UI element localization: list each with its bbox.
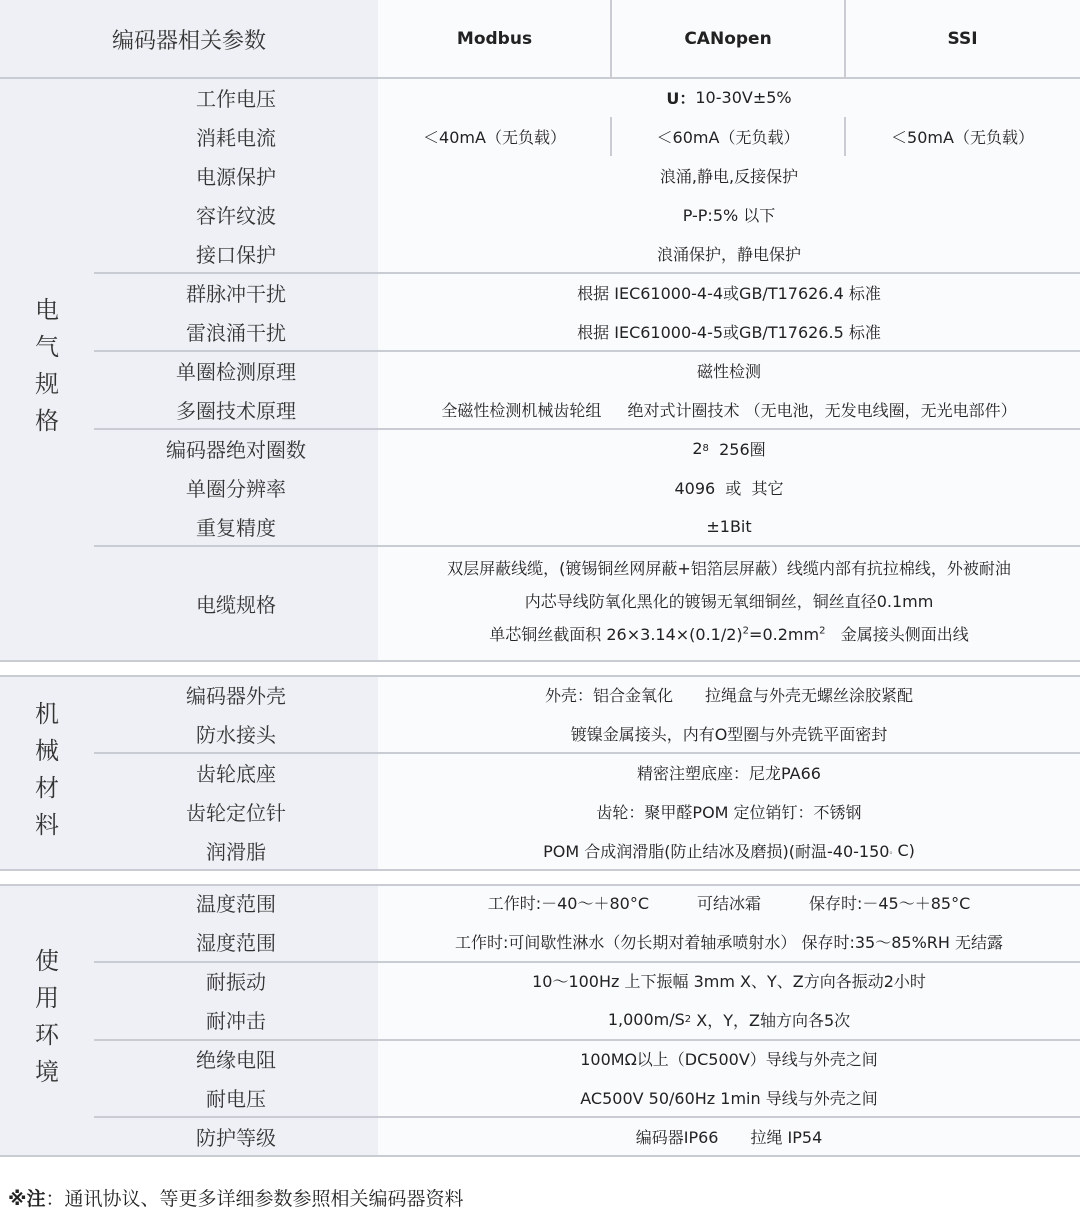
row-label: 防护等级	[196, 1126, 276, 1150]
row-label: 电源保护	[196, 165, 276, 189]
row-value: 根据 IEC61000-4-4或GB/T17626.4 标准	[577, 284, 881, 303]
header-col-canopen: CANopen	[684, 29, 772, 49]
row-label: 齿轮底座	[196, 762, 276, 786]
row-value: 工作时:－40～＋80°C 可结冰霜 保存时:－45～＋85°C	[487, 894, 971, 913]
row-value: 齿轮：聚甲醛POM 定位销钉：不锈钢	[596, 803, 862, 822]
row-value: AC500V 50/60Hz 1min 导线与外壳之间	[580, 1089, 878, 1108]
footnote-mark: ※注	[8, 1188, 46, 1210]
row-value: 外壳：铝合金氧化 拉绳盒与外壳无螺丝涂胶紧配	[544, 686, 913, 705]
row-value-canopen: ＜60mA（无负载）	[656, 128, 800, 147]
row-value-ssi: ＜50mA（无负载）	[891, 128, 1034, 147]
row-label: 耐电压	[206, 1087, 266, 1111]
row-value: 磁性检测	[696, 362, 761, 381]
section-divider	[0, 869, 1080, 871]
header-col-modbus: Modbus	[456, 29, 533, 49]
footnote-text: ：通讯协议、等更多详细参数参照相关编码器资料	[45, 1188, 464, 1210]
section-mechanical-title: 机 械 材 料	[35, 700, 59, 839]
row-label: 重复精度	[196, 516, 276, 540]
row-value: POM 合成润滑脂(防止结冰及磨损)(耐温-40-150 。 C)	[543, 841, 915, 861]
row-label: 耐冲击	[206, 1009, 266, 1033]
header-divider	[844, 0, 846, 78]
row-label: 容许纹波	[196, 204, 276, 228]
row-value: 镀镍金属接头，内有O型圈与外壳铣平面密封	[570, 725, 888, 744]
row-value: 4096 或 其它	[674, 479, 784, 498]
row-value: P-P:5% 以下	[682, 206, 776, 225]
row-value: 精密注塑底座：尼龙PA66	[637, 764, 821, 783]
header-divider	[610, 0, 612, 78]
row-label: 雷浪涌干扰	[186, 321, 286, 345]
row-label: 多圈技术原理	[176, 399, 296, 423]
row-value: U： 10-30V±5%	[666, 88, 792, 108]
row-label: 耐振动	[206, 970, 266, 994]
row-label: 防水接头	[196, 723, 276, 747]
row-label: 绝缘电阻	[196, 1048, 276, 1072]
cell-divider	[610, 117, 612, 156]
row-value: 100MΩ以上（DC500V）导线与外壳之间	[580, 1050, 878, 1069]
row-label: 温度范围	[196, 892, 276, 916]
section-electrical-title: 电 气 规 格	[35, 296, 59, 435]
header-col-ssi: SSI	[947, 29, 978, 49]
section-environment-title: 使 用 环 境	[35, 947, 59, 1086]
row-value: 工作时:可间歇性淋水（勿长期对着轴承喷射水） 保存时:35～85%RH 无结露	[454, 933, 1004, 952]
row-value: 1,000m/S 2 X，Y，Z轴方向各5次	[607, 1010, 851, 1030]
header-title: 编码器相关参数	[111, 28, 266, 54]
row-value: 全磁性检测机械齿轮组 绝对式计圈技术 （无电池，无发电线圈，无光电部件）	[441, 401, 1017, 420]
row-value: 浪涌,静电,反接保护	[659, 167, 799, 186]
section-divider	[0, 660, 1080, 662]
row-value: 根据 IEC61000-4-5或GB/T17626.5 标准	[577, 323, 881, 342]
row-label: 电缆规格	[196, 592, 276, 617]
footnote	[8, 1184, 1068, 1214]
row-value: ±1Bit	[706, 517, 752, 536]
row-value: 浪涌保护，静电保护	[656, 245, 801, 264]
row-label: 齿轮定位针	[186, 801, 286, 825]
row-label: 湿度范围	[196, 931, 276, 955]
row-value: 编码器IP66 拉绳 IP54	[635, 1128, 823, 1147]
row-label: 编码器绝对圈数	[166, 438, 306, 462]
cell-divider	[844, 117, 846, 156]
row-value-modbus: ＜40mA（无负载）	[423, 128, 566, 147]
row-label: 润滑脂	[206, 840, 266, 864]
row-label: 群脉冲干扰	[186, 282, 286, 306]
row-value-cable: 双层屏蔽线缆，(镀锡铜丝网屏蔽+铝箔层屏蔽）线缆内部有抗拉棉线，外被耐油 内芯导线防氧化黑化的镀锡无氧细铜丝，铜丝直径0.1mm 单芯铜丝截面积 $26\times 3.14\times(0.1/2)^2=0.2mm^2$ 金属接头侧面出线	[447, 559, 1011, 644]
row-label: 接口保护	[196, 243, 276, 267]
row-label: 工作电压	[196, 87, 276, 111]
row-label: 单圈检测原理	[176, 360, 296, 384]
row-label: 单圈分辨率	[186, 477, 286, 501]
row-value: 2 8 256圈	[692, 439, 766, 459]
row-label: 消耗电流	[196, 126, 276, 150]
table-bottom-line	[0, 1155, 1080, 1157]
row-label: 编码器外壳	[186, 684, 286, 708]
row-value: 10～100Hz 上下振幅 3mm X、Y、Z方向各振动2小时	[532, 972, 926, 991]
